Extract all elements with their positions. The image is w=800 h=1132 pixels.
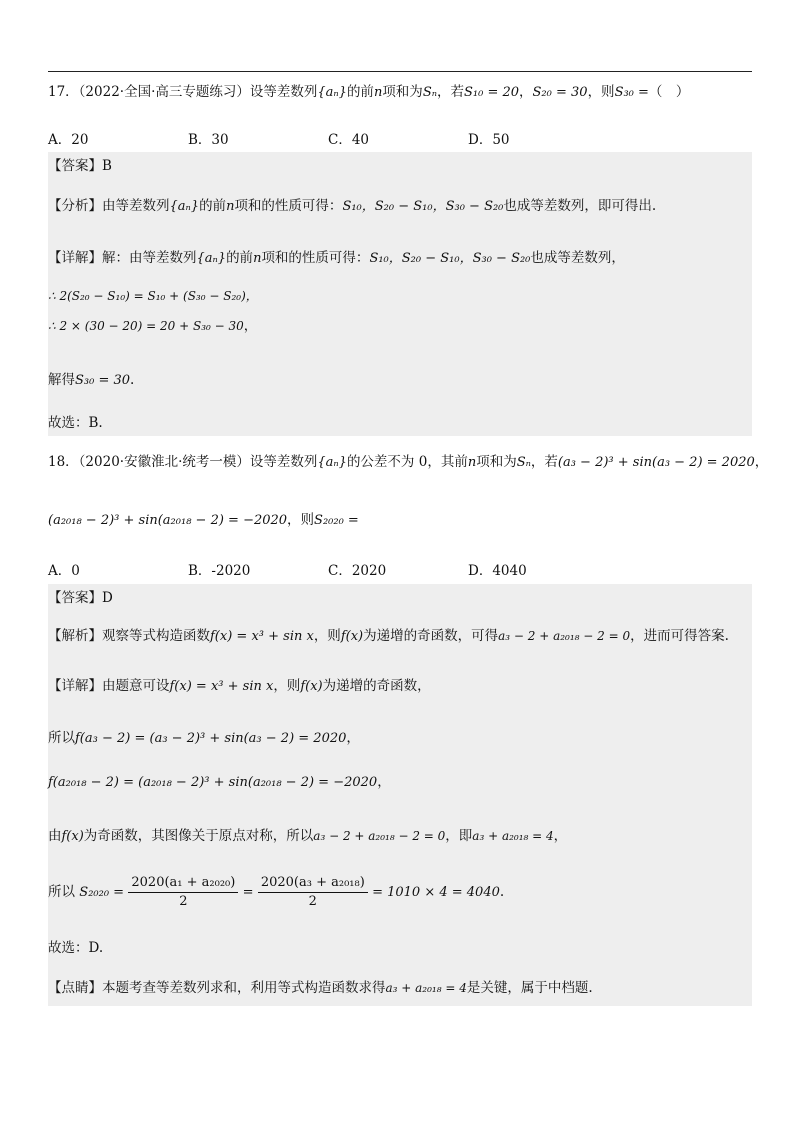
q17-analysis-mid2: 项和的性质可得： — [234, 198, 343, 214]
q17-ask: S₃₀ = — [614, 85, 649, 100]
q18-sn: Sₙ — [516, 455, 531, 470]
q18-stem-mid2: 项和为 — [476, 454, 517, 470]
q18-detail-end: 为递增的奇函数， — [322, 678, 431, 694]
q17-stem-mid3: ，若 — [437, 84, 464, 100]
q18-eq1: f(a₃ − 2) = (a₃ − 2)³ + sin(a₃ − 2) = 2020 — [75, 731, 347, 746]
q18-tip-prefix: 【点睛】本题考查等差数列求和，利用等式构造函数求得 — [48, 980, 386, 996]
q17-step1: ∴ 2(S₂₀ − S₁₀) = S₁₀ + (S₃₀ − S₂₀)， — [48, 289, 258, 303]
q18-by-eq2: a₃ + a₂₀₁₈ = 4 — [472, 829, 554, 843]
q17-detail — [48, 248, 625, 269]
q17-stem-mid2: 项和为 — [382, 84, 423, 100]
q18-seq: {aₙ} — [317, 455, 347, 470]
q18-eq2: f(a₂₀₁₈ − 2) = (a₂₀₁₈ − 2)³ + sin(a₂₀₁₈ − 2) = −2020 — [48, 775, 378, 790]
q17-analysis-seq: {aₙ} — [169, 199, 200, 214]
q18-option-a: A．0 — [48, 563, 80, 579]
q18-cond1-end: ， — [754, 454, 769, 470]
q18-detail-mid: ，则 — [273, 678, 301, 694]
q18-eq-sign: = — [242, 885, 254, 900]
q17-detail-prefix: 【详解】解：由等差数列 — [48, 250, 197, 266]
q18-analysis-mid: ，则 — [313, 628, 341, 644]
q17-step2: ∴ 2 × (30 − 20) = 20 + S₃₀ − 30 — [48, 319, 244, 333]
q18-detail-fx: f(x) — [300, 679, 323, 694]
q17-analysis — [48, 196, 656, 217]
q18-frac1 — [128, 874, 238, 911]
q17-option-d: D．50 — [468, 132, 510, 148]
q18-frac1-den: 2 — [179, 894, 188, 909]
q17-answer: 【答案】B — [48, 158, 112, 174]
q18-by-line — [48, 826, 567, 847]
q18-frac2-num: 2020(a₃ + a₂₀₁₈) — [258, 874, 368, 893]
q18-solution-box — [48, 584, 752, 1006]
q17-solve — [48, 370, 134, 391]
top-rule — [48, 71, 752, 72]
q18-option-c: C．2020 — [328, 563, 387, 579]
q18-so2: 所以 — [48, 884, 75, 900]
q18-frac2-den: 2 — [308, 894, 317, 909]
q18-stem-prefix: 18．（2020·安徽淮北·统考一模）设等差数列 — [48, 454, 318, 470]
q18-eq2-end: ， — [377, 774, 391, 790]
q17-cond1: S₁₀ = 20 — [464, 85, 520, 100]
q18-fx-def: f(x) = x³ + sin x — [210, 629, 314, 644]
q18-by: 由 — [48, 828, 62, 844]
q18-so: 所以 — [48, 730, 75, 746]
q17-detail-mid2: 项和的性质可得： — [261, 250, 370, 266]
q18-fx: f(x) — [340, 629, 364, 644]
q18-s-rhs: = 1010 × 4 = 4040 — [372, 885, 500, 900]
q17-solve-label: 解得 — [48, 372, 75, 388]
q17-choose: 故选：B. — [48, 415, 103, 431]
q17-detail-n: n — [253, 251, 262, 266]
q18-stem-mid3: ，若 — [530, 454, 558, 470]
q18-option-b: B．-2020 — [188, 563, 251, 579]
q18-by-fx: f(x) — [61, 829, 84, 844]
q18-ask: S₂₀₂₀ = — [314, 513, 359, 528]
q17-analysis-n: n — [226, 199, 235, 214]
q18-eq2-line — [48, 772, 391, 793]
q17-stem — [48, 82, 689, 103]
q18-tip-eq: a₃ + a₂₀₁₈ = 4 — [385, 981, 467, 995]
q17-sn: Sₙ — [422, 85, 437, 100]
q18-by-mid: 为奇函数，其图像关于原点对称，所以 — [83, 828, 314, 844]
q18-stem-mid1: 的公差不为 0，其前 — [346, 454, 468, 470]
q18-by-eq: a₃ − 2 + a₂₀₁₈ − 2 = 0 — [313, 829, 446, 843]
q17-step2-end: ， — [243, 318, 258, 334]
q18-by-mid2: ，即 — [445, 828, 473, 844]
q17-step2-line — [48, 316, 257, 336]
q17-blank: （ ） — [648, 84, 690, 100]
q18-frac2 — [258, 874, 368, 911]
q17-stem-mid4: ，则 — [587, 84, 615, 100]
q18-eq1-line — [48, 728, 360, 749]
q18-s-lhs: S₂₀₂₀ = — [79, 885, 125, 900]
q17-detail-seq: {aₙ} — [196, 251, 227, 266]
q18-n: n — [467, 455, 477, 470]
q17-option-c: C．40 — [328, 132, 370, 148]
q18-detail — [48, 676, 431, 697]
q18-s-end: . — [499, 884, 505, 900]
q18-analysis-prefix: 【解析】观察等式构造函数 — [48, 628, 210, 644]
q18-analysis-end: ，进而可得答案. — [630, 628, 729, 644]
q18-cond2: (a₂₀₁₈ − 2)³ + sin(a₂₀₁₈ − 2) = −2020 — [48, 513, 288, 528]
q18-analysis — [48, 626, 729, 647]
q18-sum-line — [48, 872, 504, 913]
q17-solve-end: . — [130, 372, 135, 388]
q18-answer: 【答案】D — [48, 590, 113, 606]
q17-detail-terms: S₁₀，S₂₀ − S₁₀，S₃₀ − S₂₀ — [369, 251, 531, 266]
q18-analysis-eq: a₃ − 2 + a₂₀₁₈ − 2 = 0 — [498, 629, 631, 643]
q18-analysis-mid2: 为递增的奇函数，可得 — [363, 628, 499, 644]
q17-stem-mid1: 的前 — [346, 84, 374, 100]
q18-by-end: ， — [553, 828, 568, 844]
q18-stem-cont — [48, 510, 359, 531]
q17-detail-end: 也成等差数列， — [530, 250, 625, 266]
q18-choose: 故选：D. — [48, 940, 104, 956]
q17-analysis-terms: S₁₀，S₂₀ − S₁₀，S₃₀ − S₂₀ — [342, 199, 504, 214]
q18-stem — [48, 452, 768, 473]
q17-seq: {aₙ} — [317, 85, 347, 100]
q17-solve-value: S₃₀ = 30 — [75, 373, 131, 388]
q17-analysis-mid: 的前 — [199, 198, 227, 214]
q17-analysis-end: 也成等差数列，即可得出. — [503, 198, 657, 214]
q17-option-a: A．20 — [48, 132, 89, 148]
q18-detail-prefix: 【详解】由题意可设 — [48, 678, 170, 694]
q17-stem-prefix: 17．（2022·全国·高三专题练习）设等差数列 — [48, 84, 318, 100]
q17-n: n — [373, 85, 383, 100]
q17-sep: ， — [519, 84, 533, 100]
q18-frac1-num: 2020(a₁ + a₂₀₂₀) — [128, 874, 238, 893]
q18-option-d: D．4040 — [468, 563, 527, 579]
q17-option-b: B．30 — [188, 132, 229, 148]
q17-detail-mid: 的前 — [226, 250, 254, 266]
q18-stem-mid4: ，则 — [287, 512, 315, 528]
q18-detail-fx-def: f(x) = x³ + sin x — [169, 679, 274, 694]
q17-cond2: S₂₀ = 30 — [532, 85, 588, 100]
q17-analysis-prefix: 【分析】由等差数列 — [48, 198, 170, 214]
q18-cond1: (a₃ − 2)³ + sin(a₃ − 2) = 2020 — [557, 455, 755, 470]
q18-eq1-end: ， — [346, 730, 360, 746]
q18-tip — [48, 978, 593, 998]
q18-tip-end: 是关键，属于中档题. — [466, 980, 593, 996]
